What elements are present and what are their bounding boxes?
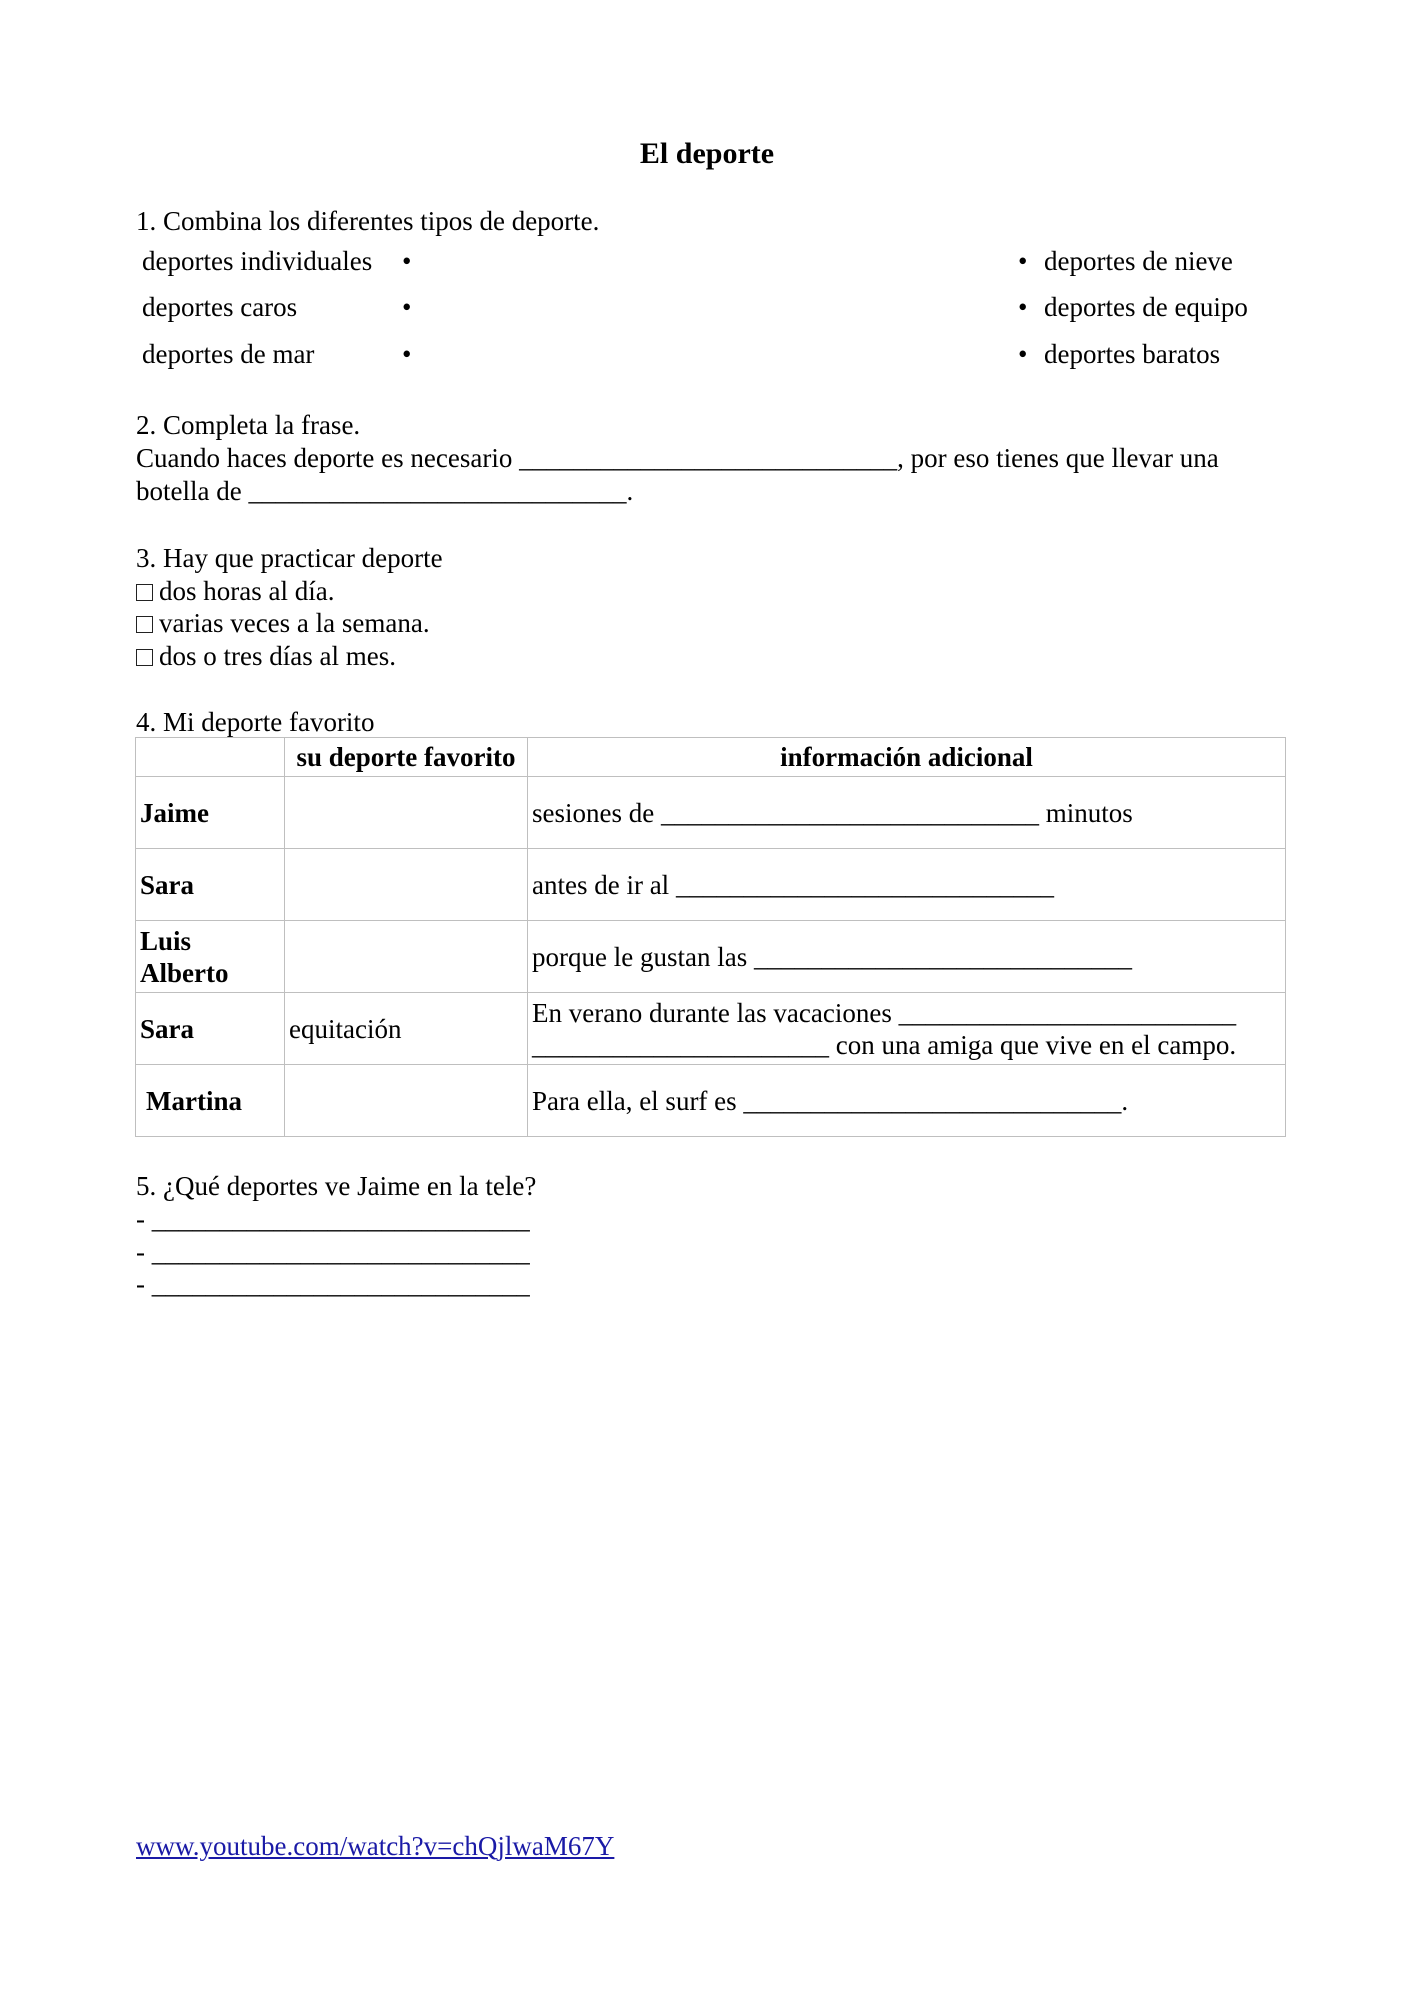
option-label: dos o tres días al mes.	[159, 641, 396, 671]
section2-heading: 2. Completa la frase.	[136, 410, 361, 440]
match-right-item: deportes baratos	[1044, 339, 1221, 369]
table-row	[136, 777, 1286, 849]
favorite-sport-table	[135, 737, 1286, 1137]
table-row	[136, 1065, 1286, 1137]
table-row	[136, 849, 1286, 921]
checkbox[interactable]	[136, 616, 153, 633]
page-title: El deporte	[639, 137, 775, 170]
answer-blank[interactable]: - ____________________________	[136, 1204, 530, 1234]
column-header: su deporte favorito	[285, 738, 528, 777]
person-name: Jaime	[136, 777, 285, 849]
column-header	[136, 738, 285, 777]
match-left-item: deportes de mar	[142, 339, 315, 369]
person-name: Sara	[136, 849, 285, 921]
sport-cell[interactable]: equitación	[285, 993, 528, 1065]
sport-cell[interactable]	[285, 849, 528, 921]
match-dot[interactable]: •	[402, 292, 412, 322]
match-right-item: deportes de nieve	[1044, 246, 1233, 276]
person-name: Sara	[136, 993, 285, 1065]
match-left-item: deportes individuales	[142, 246, 373, 276]
table-row	[136, 993, 1286, 1065]
table-header-row	[136, 738, 1286, 777]
section4-heading: 4. Mi deporte favorito	[136, 707, 375, 737]
info-cell[interactable]: sesiones de ____________________________ minutos	[528, 777, 1286, 849]
match-dot[interactable]: •	[1018, 246, 1028, 276]
match-dot[interactable]: •	[402, 246, 412, 276]
option-row	[136, 640, 396, 672]
option-label: dos horas al día.	[159, 576, 335, 606]
option-label: varias veces a la semana.	[159, 608, 430, 638]
match-right-item: deportes de equipo	[1044, 292, 1248, 322]
sentence-blank-line[interactable]: Cuando haces deporte es necesario ____________________________, por eso tienes que llevar una	[136, 443, 1219, 473]
sport-cell[interactable]	[285, 1065, 528, 1137]
match-dot[interactable]: •	[1018, 339, 1028, 369]
info-cell[interactable]: En verano durante las vacaciones _________________________ ______________________ con una amiga que vive en el campo.	[528, 993, 1286, 1065]
sport-cell[interactable]	[285, 777, 528, 849]
checkbox[interactable]	[136, 584, 153, 601]
info-cell[interactable]: antes de ir al ____________________________	[528, 849, 1286, 921]
option-row	[136, 607, 430, 639]
info-cell[interactable]: Para ella, el surf es ____________________________.	[528, 1065, 1286, 1137]
match-left-item: deportes caros	[142, 292, 298, 322]
info-cell[interactable]: porque le gustan las ____________________________	[528, 921, 1286, 993]
answer-blank[interactable]: - ____________________________	[136, 1269, 530, 1299]
checkbox[interactable]	[136, 649, 153, 666]
sentence-blank-line[interactable]: botella de ____________________________.	[136, 476, 634, 506]
person-name: Luis Alberto	[136, 921, 285, 993]
match-dot[interactable]: •	[402, 339, 412, 369]
match-dot[interactable]: •	[1018, 292, 1028, 322]
section5-heading: 5. ¿Qué deportes ve Jaime en la tele?	[136, 1171, 537, 1201]
person-name: Martina	[136, 1065, 285, 1137]
option-row	[136, 575, 334, 607]
sport-cell[interactable]	[285, 921, 528, 993]
video-link[interactable]: www.youtube.com/watch?v=chQjlwaM67Y	[136, 1831, 615, 1861]
answer-blank[interactable]: - ____________________________	[136, 1237, 530, 1267]
section1-heading: 1. Combina los diferentes tipos de deporte.	[136, 206, 600, 236]
table-row	[136, 921, 1286, 993]
column-header: información adicional	[528, 738, 1286, 777]
section3-heading: 3. Hay que practicar deporte	[136, 543, 443, 573]
